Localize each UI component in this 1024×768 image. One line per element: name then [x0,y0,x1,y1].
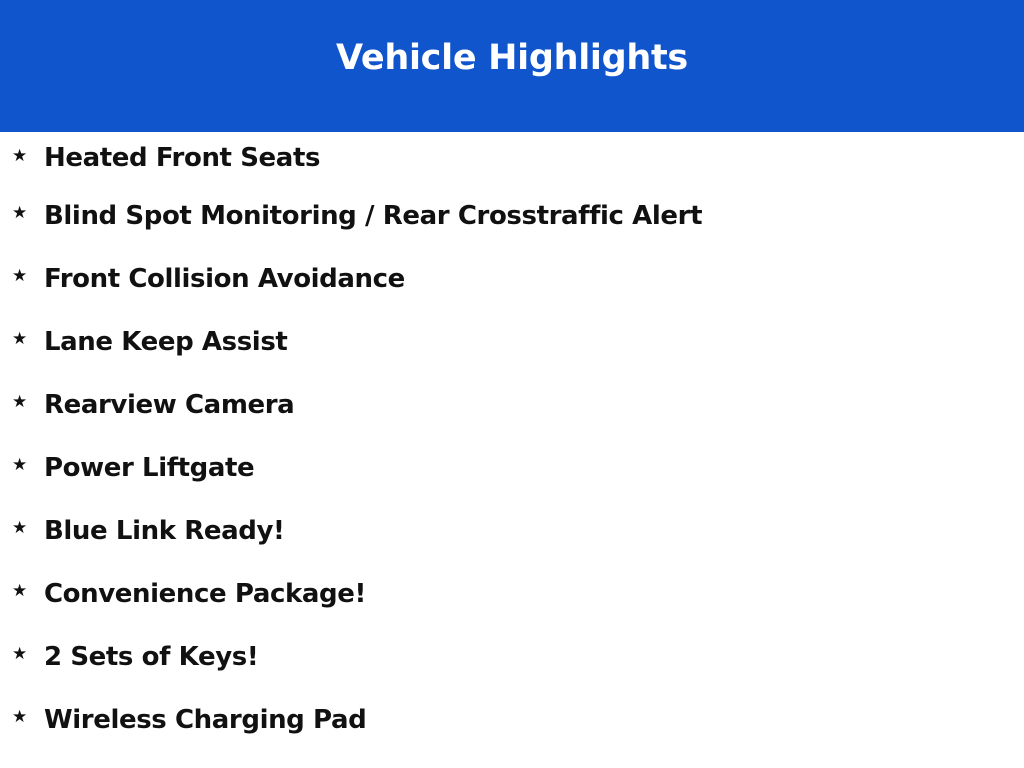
feature-label: Wireless Charging Pad [44,704,367,735]
star-icon: ★ [12,329,28,349]
feature-label: Blue Link Ready! [44,515,285,546]
feature-label: 2 Sets of Keys! [44,641,259,672]
feature-label: Power Liftgate [44,452,255,483]
feature-item [0,247,1024,310]
header-banner [0,0,1024,132]
star-icon: ★ [12,203,28,223]
star-icon: ★ [12,581,28,601]
feature-item [0,499,1024,562]
star-icon: ★ [12,707,28,727]
star-icon: ★ [12,518,28,538]
page-title: Vehicle Highlights [336,38,688,78]
feature-item [0,132,1024,184]
star-icon: ★ [12,644,28,664]
feature-item [0,184,1024,247]
feature-item [0,562,1024,625]
star-icon: ★ [12,145,28,166]
feature-item [0,310,1024,373]
feature-label: Front Collision Avoidance [44,263,405,294]
feature-item [0,373,1024,436]
star-icon: ★ [12,266,28,286]
feature-label: Rearview Camera [44,389,295,420]
feature-label: Convenience Package! [44,578,366,609]
feature-item [0,688,1024,751]
feature-label: Lane Keep Assist [44,326,288,357]
star-icon: ★ [12,392,28,412]
feature-label: Heated Front Seats [44,143,321,173]
feature-label: Blind Spot Monitoring / Rear Crosstraffic Alert [44,200,703,231]
feature-list [0,132,1024,751]
feature-item [0,436,1024,499]
star-icon: ★ [12,455,28,475]
feature-item [0,625,1024,688]
